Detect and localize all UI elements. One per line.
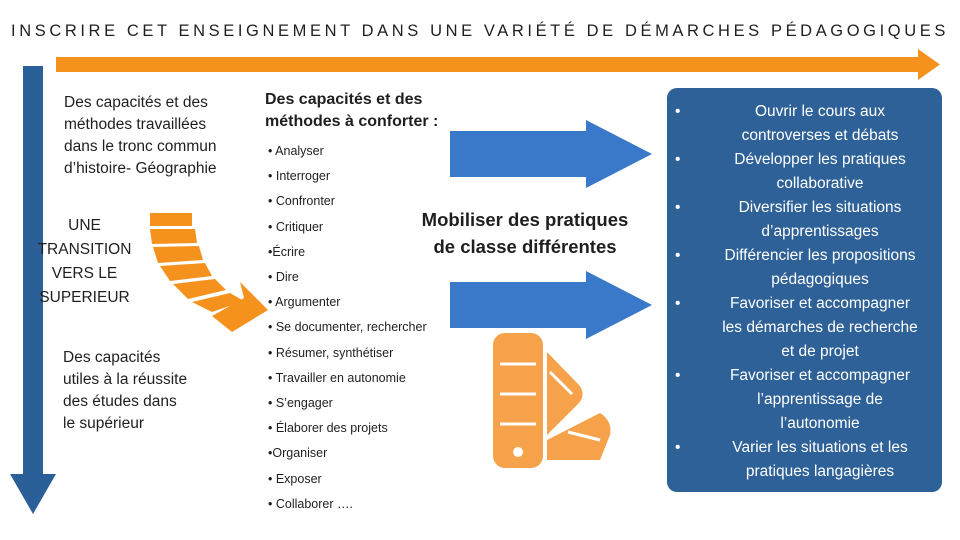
list-item-text — [703, 364, 937, 436]
text-line: Des capacités — [63, 349, 161, 366]
skill-item: • Confronter — [268, 194, 335, 208]
text-line: Favoriser et accompagner — [729, 295, 911, 312]
skill-item: • Analyser — [268, 144, 324, 158]
text-line: Ouvrir le cours aux — [754, 103, 886, 120]
bullet: • — [675, 151, 681, 168]
practices-list — [667, 100, 942, 484]
skill-item: • Élaborer des projets — [268, 421, 388, 435]
top-orange-arrow — [56, 49, 940, 80]
list-item — [667, 436, 942, 484]
bullet: • — [675, 247, 681, 264]
text-line: collaborative — [776, 175, 864, 192]
text-line: méthodes à conforter : — [265, 113, 439, 130]
skill-item: • Argumenter — [268, 295, 341, 309]
text-line: les démarches de recherche — [722, 319, 918, 336]
list-item — [667, 148, 942, 196]
text-line: Favoriser et accompagner — [729, 367, 911, 384]
bullet: • — [675, 199, 681, 216]
list-item-text — [703, 436, 937, 484]
skill-item: • S’engager — [268, 396, 333, 410]
text-line: VERS LE — [51, 265, 118, 282]
bullet: • — [675, 367, 681, 384]
text-line: dans le tronc commun — [64, 138, 217, 155]
text-line: pratiques langagières — [745, 463, 895, 480]
text-line: Varier les situations et les — [732, 439, 908, 456]
list-item — [667, 292, 942, 364]
text-line: controverses et débats — [741, 127, 899, 144]
bullet: • — [675, 295, 681, 312]
swatch-fan-icon — [493, 333, 611, 468]
list-item-text — [703, 244, 937, 292]
bullet: • — [675, 103, 681, 120]
skill-item: • Exposer — [268, 472, 322, 486]
text-line: Mobiliser des pratiques — [421, 209, 629, 230]
list-item-text — [703, 196, 937, 244]
curved-orange-arrow — [150, 213, 268, 332]
text-line: Des capacités et des — [64, 94, 208, 111]
skill-item: • Se documenter, rechercher — [268, 320, 427, 334]
text-line: et de projet — [781, 343, 859, 360]
transition-label — [22, 214, 147, 310]
list-item-text — [703, 100, 937, 148]
text-line: méthodes travaillées — [64, 116, 207, 133]
text-line: Développer les pratiques — [734, 151, 906, 168]
text-line: pédagogiques — [771, 271, 869, 288]
skill-item: • Dire — [268, 270, 299, 284]
text-line: Différencier les propositions — [724, 247, 916, 264]
text-line: des études dans — [63, 393, 177, 410]
list-item — [667, 196, 942, 244]
list-item — [667, 244, 942, 292]
text-line: l’apprentissage de — [757, 391, 883, 408]
skill-item: • Résumer, synthétiser — [268, 346, 394, 360]
skill-item: • Interroger — [268, 169, 331, 183]
skill-item: •Organiser — [268, 446, 328, 460]
skill-item: • Travailler en autonomie — [268, 371, 406, 385]
text-line: SUPERIEUR — [39, 289, 130, 306]
list-item-text — [703, 148, 937, 196]
list-item — [667, 364, 942, 436]
superieur-text — [63, 347, 223, 435]
list-item-text — [703, 292, 937, 364]
text-line: d’apprentissages — [761, 223, 879, 240]
list-item — [667, 100, 942, 148]
text-line: Des capacités et des — [265, 91, 423, 108]
text-line: d’histoire- Géographie — [64, 160, 217, 177]
text-line: l’autonomie — [780, 415, 860, 432]
tronc-commun-text — [64, 92, 254, 180]
skill-item: •Écrire — [268, 245, 306, 259]
skill-item: • Critiquer — [268, 220, 324, 234]
capacities-title — [265, 89, 485, 133]
bullet: • — [675, 439, 681, 456]
text-line: UNE — [68, 217, 101, 234]
text-line: de classe différentes — [433, 236, 617, 257]
text-line: le supérieur — [63, 415, 144, 432]
skill-item: • Collaborer …. — [268, 497, 353, 511]
page-title: INSCRIRE CET ENSEIGNEMENT DANS UNE VARIÉTÉ DE DÉMARCHES PÉDAGOGIQUES — [11, 22, 949, 40]
text-line: Diversifier les situations — [738, 199, 902, 216]
center-label — [400, 206, 650, 260]
lower-blue-arrow — [450, 271, 652, 339]
text-line: TRANSITION — [37, 241, 132, 258]
text-line: utiles à la réussite — [63, 371, 188, 388]
